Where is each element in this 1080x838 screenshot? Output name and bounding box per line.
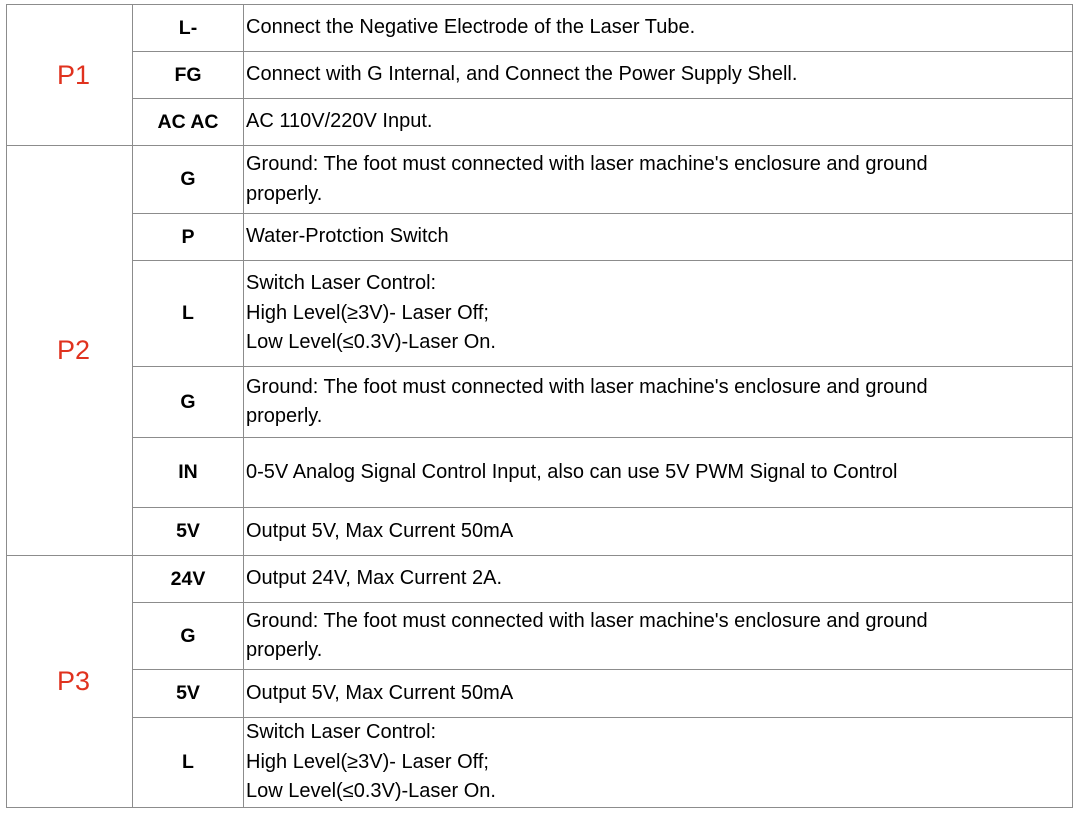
pin-name: P [133,214,244,261]
pin-table-body [7,5,1073,808]
table-row [7,214,1073,261]
description-line: Water-Protction Switch [246,225,449,248]
table-row [7,508,1073,556]
table-row [7,603,1073,670]
description-line: Output 24V, Max Current 2A. [246,567,503,590]
pin-description [244,146,1073,214]
description-line: High Level(≥3V)- Laser Off; [246,750,489,773]
description-line: Ground: The foot must connected with laser machine's enclosure and ground [246,609,928,632]
group-label: P2 [7,146,133,556]
pin-name: G [133,367,244,438]
pin-name: G [133,603,244,670]
description-line: 0-5V Analog Signal Control Input, also can use 5V PWM Signal to Control [246,460,898,483]
pin-description [244,99,1073,146]
description-line: Output 5V, Max Current 50mA [246,681,514,704]
description-line: properly. [246,639,323,661]
description-line: Output 5V, Max Current 50mA [246,519,514,542]
group-label: P1 [7,5,133,146]
table-row [7,670,1073,718]
pin-name: L [133,718,244,808]
pin-name: 24V [133,556,244,603]
table-row [7,261,1073,367]
pin-name: G [133,146,244,214]
pin-name: 5V [133,670,244,718]
description-line: properly. [246,182,323,205]
description-line: Ground: The foot must connected with laser machine's enclosure and ground [246,375,928,398]
description-line: Switch Laser Control: [246,721,437,744]
description-line: Low Level(≤0.3V)-Laser On. [246,331,496,354]
pin-name: FG [133,52,244,99]
description-line: properly. [246,405,323,427]
description-line: Connect with G Internal, and Connect the Power Supply Shell. [246,63,798,86]
table-row [7,99,1073,146]
description-line: AC 110V/220V Input. [246,110,433,133]
table-row [7,5,1073,52]
description-line: Connect the Negative Electrode of the Laser Tube. [246,16,696,39]
pin-description [244,670,1073,718]
description-line: Ground: The foot must connected with laser machine's enclosure and ground [246,153,928,175]
pin-description [244,52,1073,99]
pin-description [244,438,1073,508]
table-row [7,367,1073,438]
pin-description [244,5,1073,52]
table-row [7,556,1073,603]
pin-name: L [133,261,244,367]
table-row [7,52,1073,99]
pin-description [244,367,1073,438]
table-row [7,438,1073,508]
group-label: P3 [7,556,133,808]
description-line: High Level(≥3V)- Laser Off; [246,301,489,324]
pin-definition-table [6,4,1073,808]
pin-name: 5V [133,508,244,556]
pin-description [244,214,1073,261]
table-row [7,718,1073,808]
table-row [7,146,1073,214]
pin-description [244,508,1073,556]
pin-name: L- [133,5,244,52]
description-line: Low Level(≤0.3V)-Laser On. [246,780,496,803]
description-line: Switch Laser Control: [246,272,437,295]
pin-name: IN [133,438,244,508]
pin-description [244,603,1073,670]
pin-description [244,261,1073,367]
pin-description [244,718,1073,808]
pin-description [244,556,1073,603]
pin-name: AC AC [133,99,244,146]
